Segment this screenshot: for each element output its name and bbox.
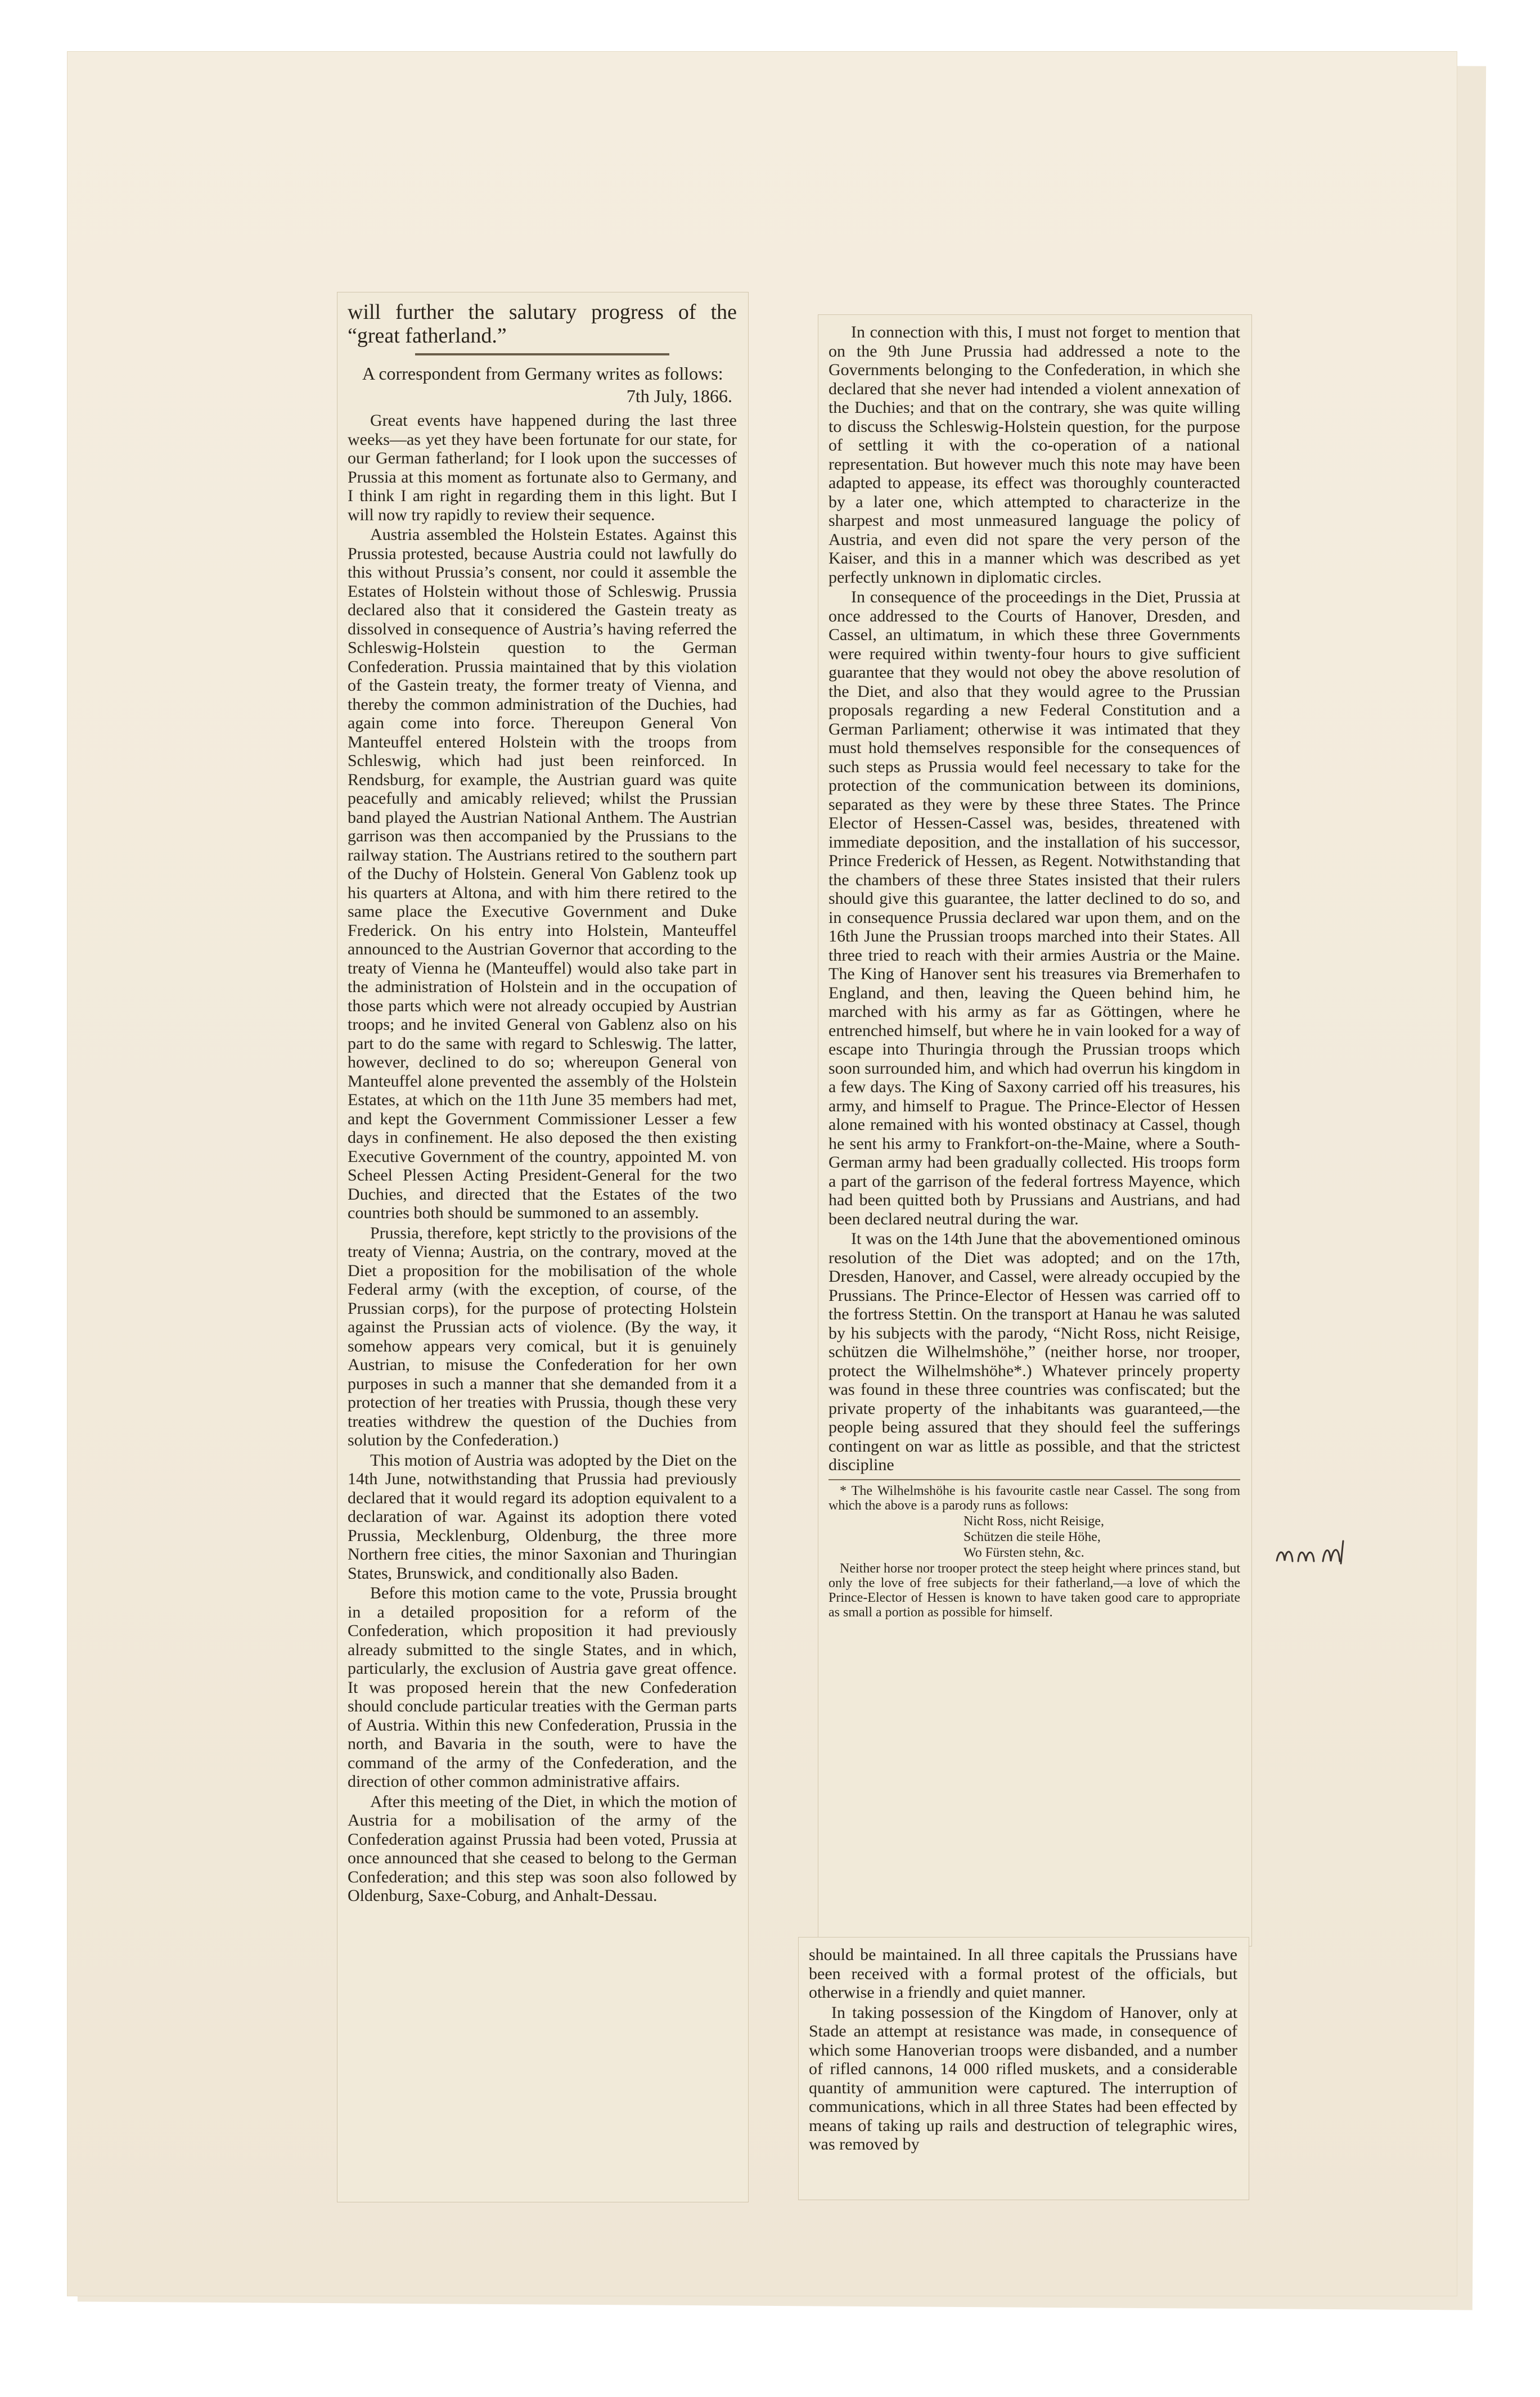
paragraph: In connection with this, I must not forget to mention that on the 9th June Prussia had addressed a note to the Governments belonging to the Confederation, in which she declared that she never had intended a violent annexation of the Duchies; and that on the contrary, she was quite willing to discuss the Schleswig-Holstein question, for the purpose of settling it with the co-operation of a national representation. But however much this note may have been adapted to appease, its effect was thoroughly counteracted by a later one, which attempted to characterize in the sharpest and most unmeasured language the policy of Austria, and even did not spare the very person of the Kaiser, and this in a manner which was described as yet perfectly unknown in diplomatic circles. — [828, 323, 1240, 587]
verse-line: Wo Fürsten stehn, &c. — [963, 1545, 1084, 1560]
paragraph: It was on the 14th June that the abovementioned ominous resolution of the Diet was adopted; and on the 17th, Dresden, Hanover, and Cassel, were already occupied by the Prussians. The Prince-Elector of Hessen was carried off to the fortress Stettin. On the transport at Hanau he was saluted by his subjects with the parody, “Nicht Ross, nicht Reisige, schützen die Wilhelmshöhe,” (neither horse, nor trooper, protect the Wilhelmshöhe*.) Whatever princely property was found in these three countries was confiscated; but the private property of the inhabitants was guaranteed,—the people being assured that they should feel the sufferings contingent on war as little as possible, and that the strictest discipline — [828, 1229, 1240, 1474]
footnote: * The Wilhelmshöhe is his favourite castle near Cassel. The song from which the above is a parody runs as follows: — [828, 1483, 1240, 1513]
paragraph: In taking possession of the Kingdom of Hanover, only at Stade an attempt at resistance was made, in consequence of which some Hanoverian troops were disbanded, and a number of rifled cannons, 14 000 rifled muskets, and a considerable quantity of ammunition were captured. The interruption of communications, which in all three States had been effected by means of taking up rails and destruction of telegraphic wires, was removed by — [809, 2003, 1237, 2153]
handwritten-margin-mark — [1271, 1530, 1384, 1575]
newspaper-clipping-right — [818, 315, 1251, 1946]
footnote-continuation: Neither horse nor trooper protect the steep height where princes stand, but only the love of free subjects for their fatherland,—a love of which the Prince-Elector of Hessen is known to have taken good care to appropriate as small a portion as possible for himself. — [828, 1561, 1240, 1620]
newspaper-clipping-left — [337, 292, 748, 2202]
paragraph: In consequence of the proceedings in the Diet, Prussia at once addressed to the Courts of Hanover, Dresden, and Cassel, an ultimatum, in which these three Governments were required within twenty-four hours to give sufficient guarantee that they would not obey the above resolution of the Diet, and also that they would agree to the Prussian proposals regarding a new Federal Constitution and a German Parliament; otherwise it was intimated that they must hold themselves responsible for the consequences of such steps as Prussia would feel necessary to take for the protection of the communication between its dominions, separated as they were by these three States. The Prince Elector of Hessen-Cassel was, besides, threatened with immediate deposition, and the installation of his successor, Prince Frederick of Hessen, as Regent. Notwithstanding that the chambers of these three States insisted that their rulers should give this guarantee, the latter declined to do so, and in consequence Prussia declared war upon them, and on the 16th June the Prussian troops marched into their States. All three tried to reach with their armies Austria or the Maine. The King of Hanover sent his treasures via Bremerhafen to England, and then, leaving the Queen behind him, he marched with his army as far as Göttingen, where he entrenched himself, but where he in vain looked for a way of escape into Thuringia through the Prussian troops which soon surrounded him, and which had overrun his kingdom in a few days. The King of Saxony carried off his treasures, his army, and himself to Prague. The Prince-Elector of Hessen alone remained with his wonted obstinacy at Cassel, though he sent his army to Frankfort-on-the-Maine, where a South-German army had been gradually collected. His troops form a part of the garrison of the federal fortress Mayence, which had been quitted both by Prussians and Austrians, and had been declared neutral during the war. — [828, 588, 1240, 1228]
paragraph: Prussia, therefore, kept strictly to the provisions of the treaty of Vienna; Austria, on the contrary, moved at the Diet a proposition for the mobilisation of the whole Federal army (with the exception, of course, of the Prussian corps), for the purpose of protecting Holstein against the Prussian acts of violence. (By the way, it somehow appears very comical, but it is genuinely Austrian, to misuse the Confederation for her own purposes in such a manner that she demanded from it a protection of her treaties with Prussia, though these very treaties withdrew the question of the Duchies from solution by the Confederation.) — [348, 1223, 737, 1449]
paragraph: After this meeting of the Diet, in which the motion of Austria for a mobilisation of the army of the Confederation against Prussia had been voted, Prussia at once announced that she ceased to belong to the German Confederation; and this step was soon also followed by Oldenburg, Saxe-Coburg, and Anhalt-Dessau. — [348, 1792, 737, 1905]
dateline: 7th July, 1866. — [626, 385, 732, 406]
verse-line: Schützen die steile Höhe, — [963, 1529, 1101, 1544]
paragraph: This motion of Austria was adopted by the Diet on the 14th June, notwithstanding that Prussia had previously declared that it would regard its adoption equivalent to a declaration of war. Against its adoption there voted Prussia, Mecklenburg, Oldenburg, the three more Northern free cities, the minor Saxonian and Thuringian States, Brunswick, and conditionally also Baden. — [348, 1450, 737, 1583]
paragraph: Before this motion came to the vote, Prussia brought in a detailed proposition for a reform of the Confederation, which proposition it had previously already submitted to the single States, and in which, particularly, the exclusion of Austria gave great offence. It was proposed herein that the new Confederation should conclude particular treaties with the German parts of Austria. Within this new Confederation, Prussia in the north, and Bavaria in the south, were to have the command of the army of the Confederation, and the direction of other common administrative affairs. — [348, 1584, 737, 1791]
paragraph: Great events have happened during the last three weeks—as yet they have been fortunate for our state, for our German fatherland; for I look upon the successes of Prussia at this moment as fortunate also to Germany, and I think I am right in regarding them in this light. But I will now try rapidly to review their sequence. — [348, 411, 737, 524]
footnote-rule — [828, 1479, 1240, 1480]
newspaper-clipping-lower-right — [799, 1938, 1249, 2200]
separator-rule — [415, 353, 669, 355]
paragraph: Austria assembled the Holstein Estates. Against this Prussia protested, because Austria could not lawfully do this without Prussia’s consent, nor could it assemble the Estates of Holstein without those of Schleswig. Prussia declared also that it considered the Gastein treaty as dissolved in consequence of Austria’s having referred the Schleswig-Holstein question to the German Confederation. Prussia maintained that by this violation of the Gastein treaty, the former treaty of Vienna, and thereby the common administration of the Duchies, had again come into force. Thereupon General Von Manteuffel entered Holstein with the troops from Schleswig, which had just been reinforced. In Rendsburg, for example, the Austrian guard was quite peacefully and amicably relieved; whilst the Prussian band played the Austrian National Anthem. The Austrian garrison was then accompanied by the Prussians to the railway station. The Austrians retired to the southern part of the Duchy of Holstein. General Von Gablenz took up his quarters at Altona, and with him there retired to the same place the Executive Government and Duke Frederick. On his entry into Holstein, Manteuffel announced to the Austrian Governor that according to the treaty of Vienna he (Manteuffel) would also take part in the administration of Holstein and in the occupation of those parts which were not already occupied by Austrian troops; and he invited General von Gablenz also on his part to do the same with regard to Schleswig. The latter, however, declined to do so; whereupon General von Manteuffel alone prevented the assembly of the Holstein Estates, at which on the 11th June 35 members had met, and kept the Government Commissioner Lesser a few days in confinement. He also deposed the then existing Executive Government of the country, appointed M. von Scheel Plessen Acting President-General for the two Duchies, and directed that the Estates of the two countries both should be summoned to an assembly. — [348, 525, 737, 1222]
verse-line: Nicht Ross, nicht Reisige, — [963, 1513, 1104, 1529]
clipping-heading: will further the salutary progress of the “great fatherland.” — [348, 300, 737, 348]
paragraph: should be maintained. In all three capitals the Prussians have been received with a formal protest of the officials, but otherwise in a friendly and quiet manner. — [809, 1945, 1237, 2002]
correspondent-intro: A correspondent from Germany writes as follows: — [362, 363, 723, 384]
